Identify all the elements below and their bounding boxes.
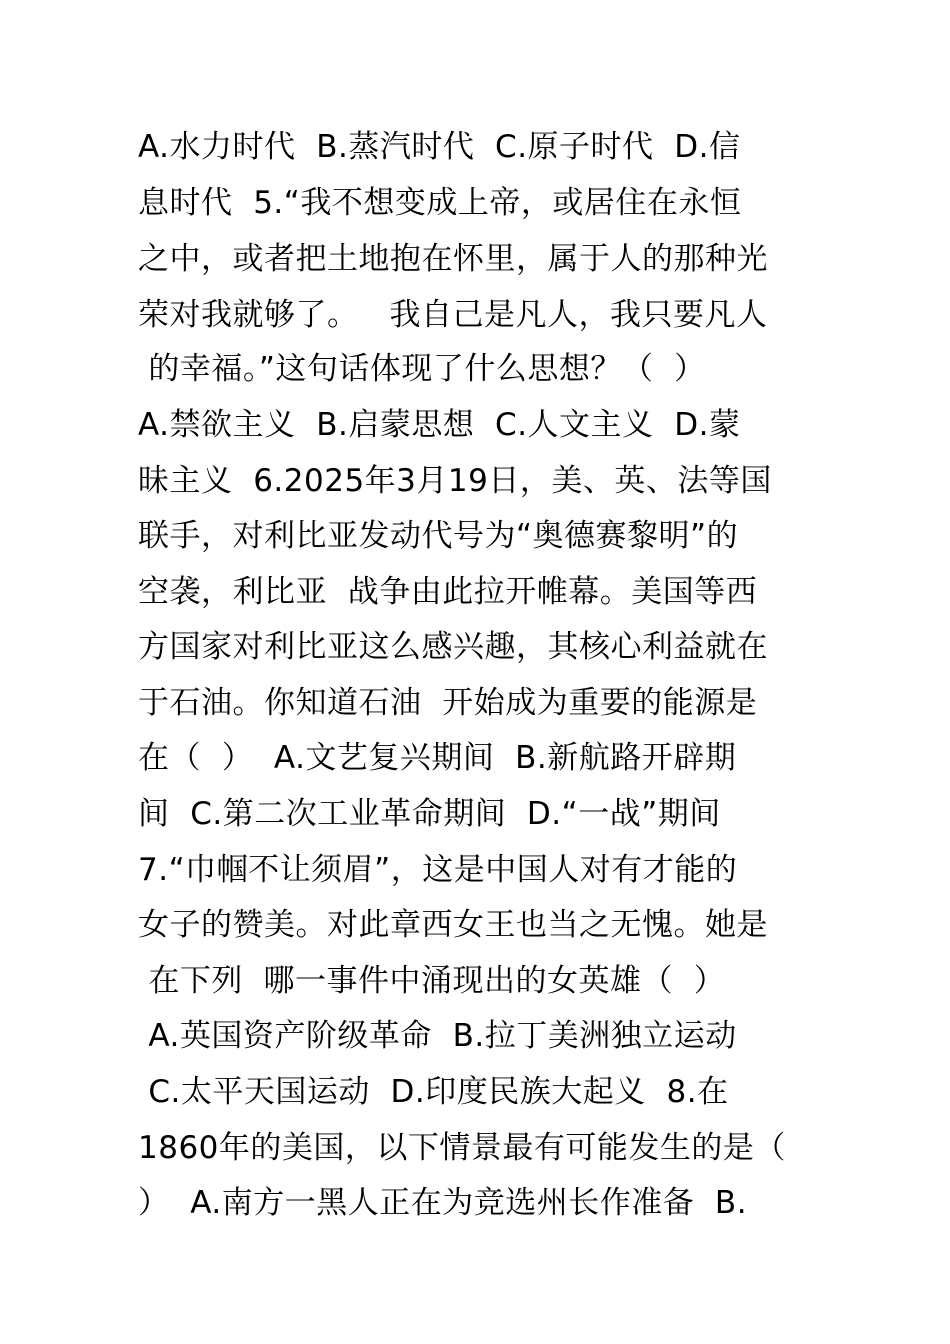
text-line-14: 7.“巾帼不让须眉”，这是中国人对有才能的 <box>138 852 738 888</box>
text-line-1: A.水力时代 B.蒸汽时代 C.原子时代 D.信 <box>138 129 741 165</box>
text-line-17: A.英国资产阶级革命 B.拉丁美洲独立运动 <box>138 1018 737 1054</box>
text-line-13: 间 C.第二次工业革命期间 D.“一战”期间 <box>138 796 721 832</box>
text-line-8: 联手，对利比亚发动代号为“奥德赛黎明”的 <box>138 518 739 554</box>
text-line-18: C.太平天国运动 D.印度民族大起义 8.在 <box>138 1074 729 1110</box>
text-line-5: 的幸福。”这句话体现了什么思想？（ ） <box>138 351 706 387</box>
text-line-15: 女子的赞美。对此章西女王也当之无愧。她是 <box>138 907 768 943</box>
text-line-20: ） A.南方一黑人正在为竞选州长作准备 B. <box>138 1185 748 1221</box>
text-line-4: 荣对我就够了。 我自己是凡人，我只要凡人 <box>138 297 768 333</box>
text-line-11: 于石油。你知道石油 开始成为重要的能源是 <box>138 685 758 721</box>
text-line-2: 息时代 5.“我不想变成上帝，或居住在永恒 <box>138 185 742 221</box>
text-line-12: 在（ ） A.文艺复兴期间 B.新航路开辟期 <box>138 740 737 776</box>
text-line-16: 在下列 哪一事件中涌现出的女英雄（ ） <box>138 963 726 999</box>
text-line-19: 1860年的美国，以下情景最有可能发生的是（ <box>138 1130 786 1166</box>
text-line-10: 方国家对利比亚这么感兴趣，其核心利益就在 <box>138 629 768 665</box>
text-line-3: 之中，或者把土地抱在怀里，属于人的那种光 <box>138 241 768 277</box>
text-line-6: A.禁欲主义 B.启蒙思想 C.人文主义 D.蒙 <box>138 407 741 443</box>
text-line-7: 昧主义 6.2025年3月19日，美、英、法等国 <box>138 463 772 499</box>
text-line-9: 空袭，利比亚 战争由此拉开帷幕。美国等西 <box>138 574 758 610</box>
